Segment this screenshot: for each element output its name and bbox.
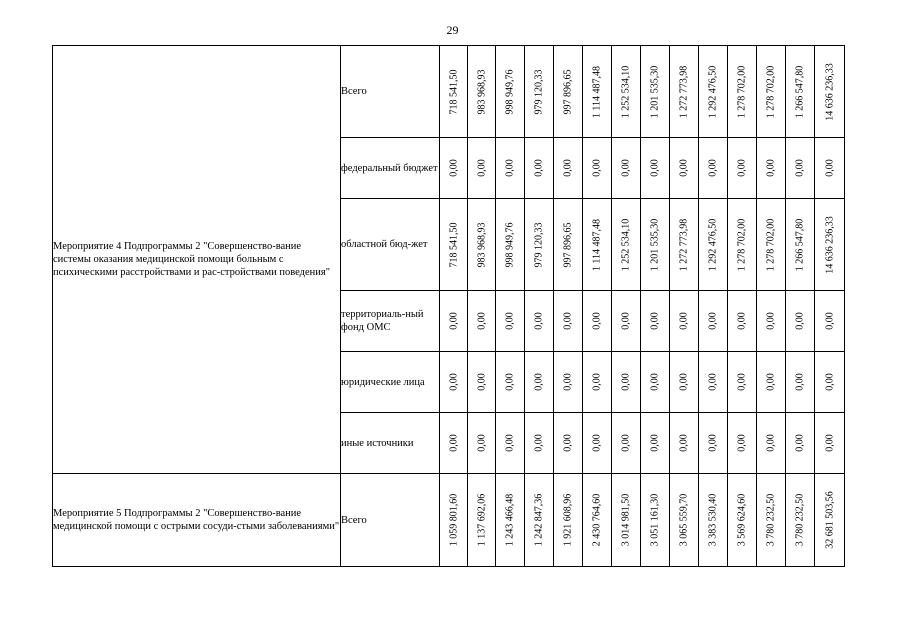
value-cell: 718 541,50 bbox=[448, 69, 459, 114]
source-cell: территориаль-ный фонд ОМС bbox=[341, 291, 440, 352]
value-cell: 3 780 232,50 bbox=[794, 493, 806, 547]
source-cell: Всего bbox=[341, 474, 440, 567]
table-row bbox=[53, 474, 845, 567]
value-cell: 998 949,76 bbox=[504, 222, 516, 267]
value-cell: 0,00 bbox=[707, 373, 719, 391]
value-cell: 3 383 530,40 bbox=[707, 493, 719, 547]
value-cell: 0,00 bbox=[448, 312, 459, 330]
measure-cell: Мероприятие 4 Подпрограммы 2 "Совершенство-вание системы оказания медицинской помощи больным с психическими расстройствами и рас-стройствами поведения" bbox=[53, 46, 341, 474]
value-cell: 1 278 702,00 bbox=[736, 218, 748, 271]
value-cell: 983 968,93 bbox=[476, 69, 487, 114]
value-cell: 3 051 161,30 bbox=[649, 493, 661, 547]
value-cell: 0,00 bbox=[620, 312, 632, 330]
value-cell: 0,00 bbox=[649, 434, 661, 452]
value-cell: 0,00 bbox=[765, 373, 777, 391]
value-cell: 0,00 bbox=[591, 434, 603, 452]
value-cell: 1 272 773,98 bbox=[678, 65, 690, 118]
value-cell: 0,00 bbox=[736, 373, 748, 391]
value-cell: 14 636 236,33 bbox=[824, 62, 835, 121]
value-cell: 0,00 bbox=[504, 434, 516, 452]
value-cell: 0,00 bbox=[620, 159, 632, 177]
value-cell: 0,00 bbox=[620, 373, 632, 391]
value-cell: 3 065 559,70 bbox=[678, 493, 690, 547]
value-cell: 3 569 624,60 bbox=[736, 493, 748, 547]
value-cell: 0,00 bbox=[562, 312, 574, 330]
value-cell: 718 541,50 bbox=[448, 222, 459, 267]
value-cell: 0,00 bbox=[678, 159, 690, 177]
value-cell: 0,00 bbox=[824, 434, 835, 452]
source-cell: областной бюд-жет bbox=[341, 199, 440, 291]
measure-cell: Мероприятие 5 Подпрограммы 2 "Совершенство-вание медицинской помощи с острыми сосуди-стыми заболеваниями" bbox=[53, 474, 341, 567]
value-cell: 0,00 bbox=[562, 159, 574, 177]
value-cell: 1 137 692,06 bbox=[476, 493, 487, 547]
value-cell: 0,00 bbox=[736, 312, 748, 330]
value-cell: 1 278 702,00 bbox=[736, 65, 748, 118]
value-cell: 0,00 bbox=[448, 159, 459, 177]
value-cell: 0,00 bbox=[533, 159, 545, 177]
value-cell: 1 292 476,50 bbox=[707, 65, 719, 118]
value-cell: 0,00 bbox=[678, 434, 690, 452]
value-cell: 0,00 bbox=[533, 373, 545, 391]
value-cell: 979 120,33 bbox=[533, 222, 545, 267]
value-cell: 0,00 bbox=[533, 434, 545, 452]
value-cell: 0,00 bbox=[824, 373, 835, 391]
value-cell: 0,00 bbox=[707, 312, 719, 330]
value-cell: 2 430 764,60 bbox=[591, 493, 603, 547]
value-cell: 0,00 bbox=[794, 373, 806, 391]
value-cell: 0,00 bbox=[562, 373, 574, 391]
value-cell: 32 681 503,56 bbox=[824, 491, 835, 549]
value-cell: 0,00 bbox=[504, 159, 516, 177]
value-cell: 14 636 236,33 bbox=[824, 215, 835, 274]
value-cell: 0,00 bbox=[448, 434, 459, 452]
value-cell: 0,00 bbox=[678, 312, 690, 330]
value-cell: 1 114 487,48 bbox=[591, 218, 603, 271]
value-cell: 0,00 bbox=[476, 312, 487, 330]
value-cell: 1 266 547,80 bbox=[794, 65, 806, 118]
value-cell: 1 266 547,80 bbox=[794, 218, 806, 271]
value-cell: 0,00 bbox=[504, 312, 516, 330]
value-cell: 0,00 bbox=[707, 159, 719, 177]
funding-table bbox=[52, 45, 845, 567]
value-cell: 0,00 bbox=[736, 434, 748, 452]
page-number: 29 bbox=[446, 23, 459, 37]
value-cell: 0,00 bbox=[620, 434, 632, 452]
value-cell: 0,00 bbox=[591, 312, 603, 330]
value-cell: 1 921 608,96 bbox=[562, 493, 574, 547]
source-cell: иные источники bbox=[341, 413, 440, 474]
value-cell: 0,00 bbox=[824, 159, 835, 177]
value-cell: 3 014 981,50 bbox=[620, 493, 632, 547]
value-cell: 0,00 bbox=[765, 312, 777, 330]
value-cell: 1 292 476,50 bbox=[707, 218, 719, 271]
value-cell: 1 252 534,10 bbox=[620, 65, 632, 118]
value-cell: 1 278 702,00 bbox=[765, 65, 777, 118]
value-cell: 0,00 bbox=[562, 434, 574, 452]
value-cell: 0,00 bbox=[765, 434, 777, 452]
value-cell: 0,00 bbox=[649, 159, 661, 177]
value-cell: 1 059 801,60 bbox=[448, 493, 459, 547]
value-cell: 983 968,93 bbox=[476, 222, 487, 267]
value-cell: 0,00 bbox=[794, 312, 806, 330]
table-row bbox=[53, 46, 845, 138]
value-cell: 0,00 bbox=[504, 373, 516, 391]
value-cell: 1 201 535,30 bbox=[649, 65, 661, 118]
value-cell: 0,00 bbox=[794, 159, 806, 177]
source-cell: Всего bbox=[341, 46, 440, 138]
value-cell: 3 780 232,50 bbox=[765, 493, 777, 547]
value-cell: 1 114 487,48 bbox=[591, 65, 603, 118]
value-cell: 0,00 bbox=[649, 373, 661, 391]
value-cell: 0,00 bbox=[824, 312, 835, 330]
value-cell: 0,00 bbox=[736, 159, 748, 177]
value-cell: 1 272 773,98 bbox=[678, 218, 690, 271]
value-cell: 0,00 bbox=[476, 373, 487, 391]
value-cell: 1 278 702,00 bbox=[765, 218, 777, 271]
value-cell: 0,00 bbox=[707, 434, 719, 452]
value-cell: 1 201 535,30 bbox=[649, 218, 661, 271]
value-cell: 0,00 bbox=[448, 373, 459, 391]
value-cell: 0,00 bbox=[649, 312, 661, 330]
value-cell: 0,00 bbox=[678, 373, 690, 391]
value-cell: 0,00 bbox=[794, 434, 806, 452]
source-cell: юридические лица bbox=[341, 352, 440, 413]
value-cell: 1 252 534,10 bbox=[620, 218, 632, 271]
value-cell: 1 243 466,48 bbox=[504, 493, 516, 547]
value-cell: 998 949,76 bbox=[504, 69, 516, 114]
source-cell: федеральный бюджет bbox=[341, 138, 440, 199]
value-cell: 0,00 bbox=[591, 159, 603, 177]
value-cell: 0,00 bbox=[765, 159, 777, 177]
value-cell: 979 120,33 bbox=[533, 69, 545, 114]
value-cell: 0,00 bbox=[591, 373, 603, 391]
value-cell: 997 896,65 bbox=[562, 222, 574, 267]
value-cell: 0,00 bbox=[476, 434, 487, 452]
value-cell: 0,00 bbox=[476, 159, 487, 177]
value-cell: 0,00 bbox=[533, 312, 545, 330]
value-cell: 1 242 847,36 bbox=[533, 493, 545, 547]
value-cell: 997 896,65 bbox=[562, 69, 574, 114]
